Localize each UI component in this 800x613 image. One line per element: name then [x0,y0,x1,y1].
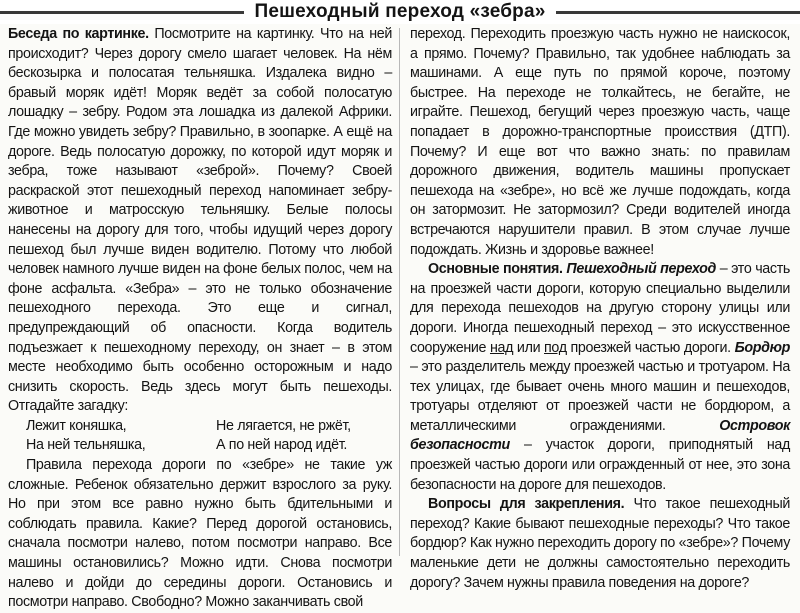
safety-island-definition: – участок дороги, приподнятый над проезжей частью дороги или огражденный от нее, это зона безопасности на дороге для пешеходов. [410,437,790,493]
word-under: под [544,339,567,356]
riddle-line-1-a: Лежит коняшка, [26,417,127,434]
questions-heading: Вопросы для закрепления. [428,496,625,513]
curb-definition: – это разделитель между проезжей частью и тротуаром. На тех улицах, где бывает очень много машин и пешеходов, тротуары отделяют от проезжей части не бордюром, а металлическими ограждениями. [410,359,790,434]
concepts-paragraph [410,260,790,495]
questions-text: Что такое пешеходный переход? Какие бывают пешеходные переходы? Что такое бордюр? Как нужно переходить дорогу по «зебре»? Почему маленькие дети не должны самостоятельно переходить дорогу? Зачем нужны правила поведения на дороге? [410,496,791,591]
word-over: над [489,339,514,356]
term-curb: Бордюр [734,339,790,356]
left-column [8,25,392,613]
crossing-rules-paragraph: Правила перехода дороги по «зебре» не такие уж сложные. Ребенок обязательно держит взрослого за руку. Но при этом все равно нужно быть бдительными и соблюдать правила. Какие? Перед дорогой остановись, сначала посмотри налево, потом посмотри направо. Все машины остановились? Можно идти. Снова посмотри налево и дойди до середины дороги. Остановись и посмотри направо. Свободно? Можно заканчивать свой [8,457,392,611]
riddle-line-2-a: На ней тельняшка, [26,437,146,454]
crossing-definition-1: – это часть на проезжей части дороги, которую специально выделили для перехода пешеходов на другую сторону улицы или дороги. Иногда пешеходный переход – это искусственное сооружение [410,261,790,356]
concepts-heading: Основные понятия. [428,261,563,278]
questions-paragraph [410,495,790,593]
riddle-line-2 [8,436,392,456]
term-safety-island: Островок безопасности [410,417,790,454]
page-title-text: Пешеходный переход «зебра» [244,1,555,22]
crossing-definition-2: проезжей частью дороги. [566,339,731,356]
page-title [0,0,800,24]
riddle-line-1-b: Не лягается, не ржёт, [216,417,351,434]
riddle-line-2-b: А по ней народ идёт. [216,437,347,454]
picture-talk-text: Посмотрите на картинку. Что на ней происходит? Через дорогу смело шагает человек. На нём бескозырка и полосатая тельняшка. Издалека видно – бравый моряк идёт! Моряк ведёт за собой полосатую лошадку – зебру. Родом эта лошадка из далекой Африки. Где можно увидеть зебру? Правильно, в зоопарке. А ещё на дороге. Ведь полосатую дорожку, по которой идут моряк и зебра, тоже называют «зеброй». Почему? Своей раскраской этот пешеходный переход напоминает зебру-животное и матросскую тельняшку. Белые полосы нанесены на дорогу для того, чтобы идущий через дорогу пешеход был лучше виден водителю. Потому что любой человек намного лучше виден на фоне белых полос, чем на фоне асфальта. «Зебра» – это не только обозначение пешеходного перехода. Это еще и сигнал, предупреждающий об опасности. Когда водитель подъезжает к пешеходному переходу, он знает – в этом месте необходимо быть особенно осторожным и надо снизить скорость. Ведь здесь могут быть пешеходы. Отгадайте загадку: [8,26,392,415]
column-divider [399,28,400,556]
picture-talk-paragraph [8,25,392,417]
right-column [410,25,790,593]
riddle-line-1 [8,417,392,437]
picture-talk-heading: Беседа по картинке. [8,26,149,42]
term-pedestrian-crossing: Пешеходный переход [566,261,717,278]
word-or: или [513,339,545,356]
crossing-rules-continued: переход. Переходить проезжую часть нужно не наискосок, а прямо. Почему? Правильно, так удобнее наблюдать за машинами. А еще путь по прямой короче, поэтому быстрее. На переходе не толкайтесь, не бегайте, не играйте. Пешеход, бегущий через проезжую часть, чаще попадает в дорожно-транспортные происствия (ДТП). Почему? И еще вот что важно знать: по правилам дорожного движения, водитель машины пропускает пешехода на «зебре», но всё же лучше подождать, когда он затормозит. Не затормозил? Среди водителей иногда встречаются нарушители правил. В этом случае лучше подождать. Жизнь и здоровье важнее! [410,26,790,258]
